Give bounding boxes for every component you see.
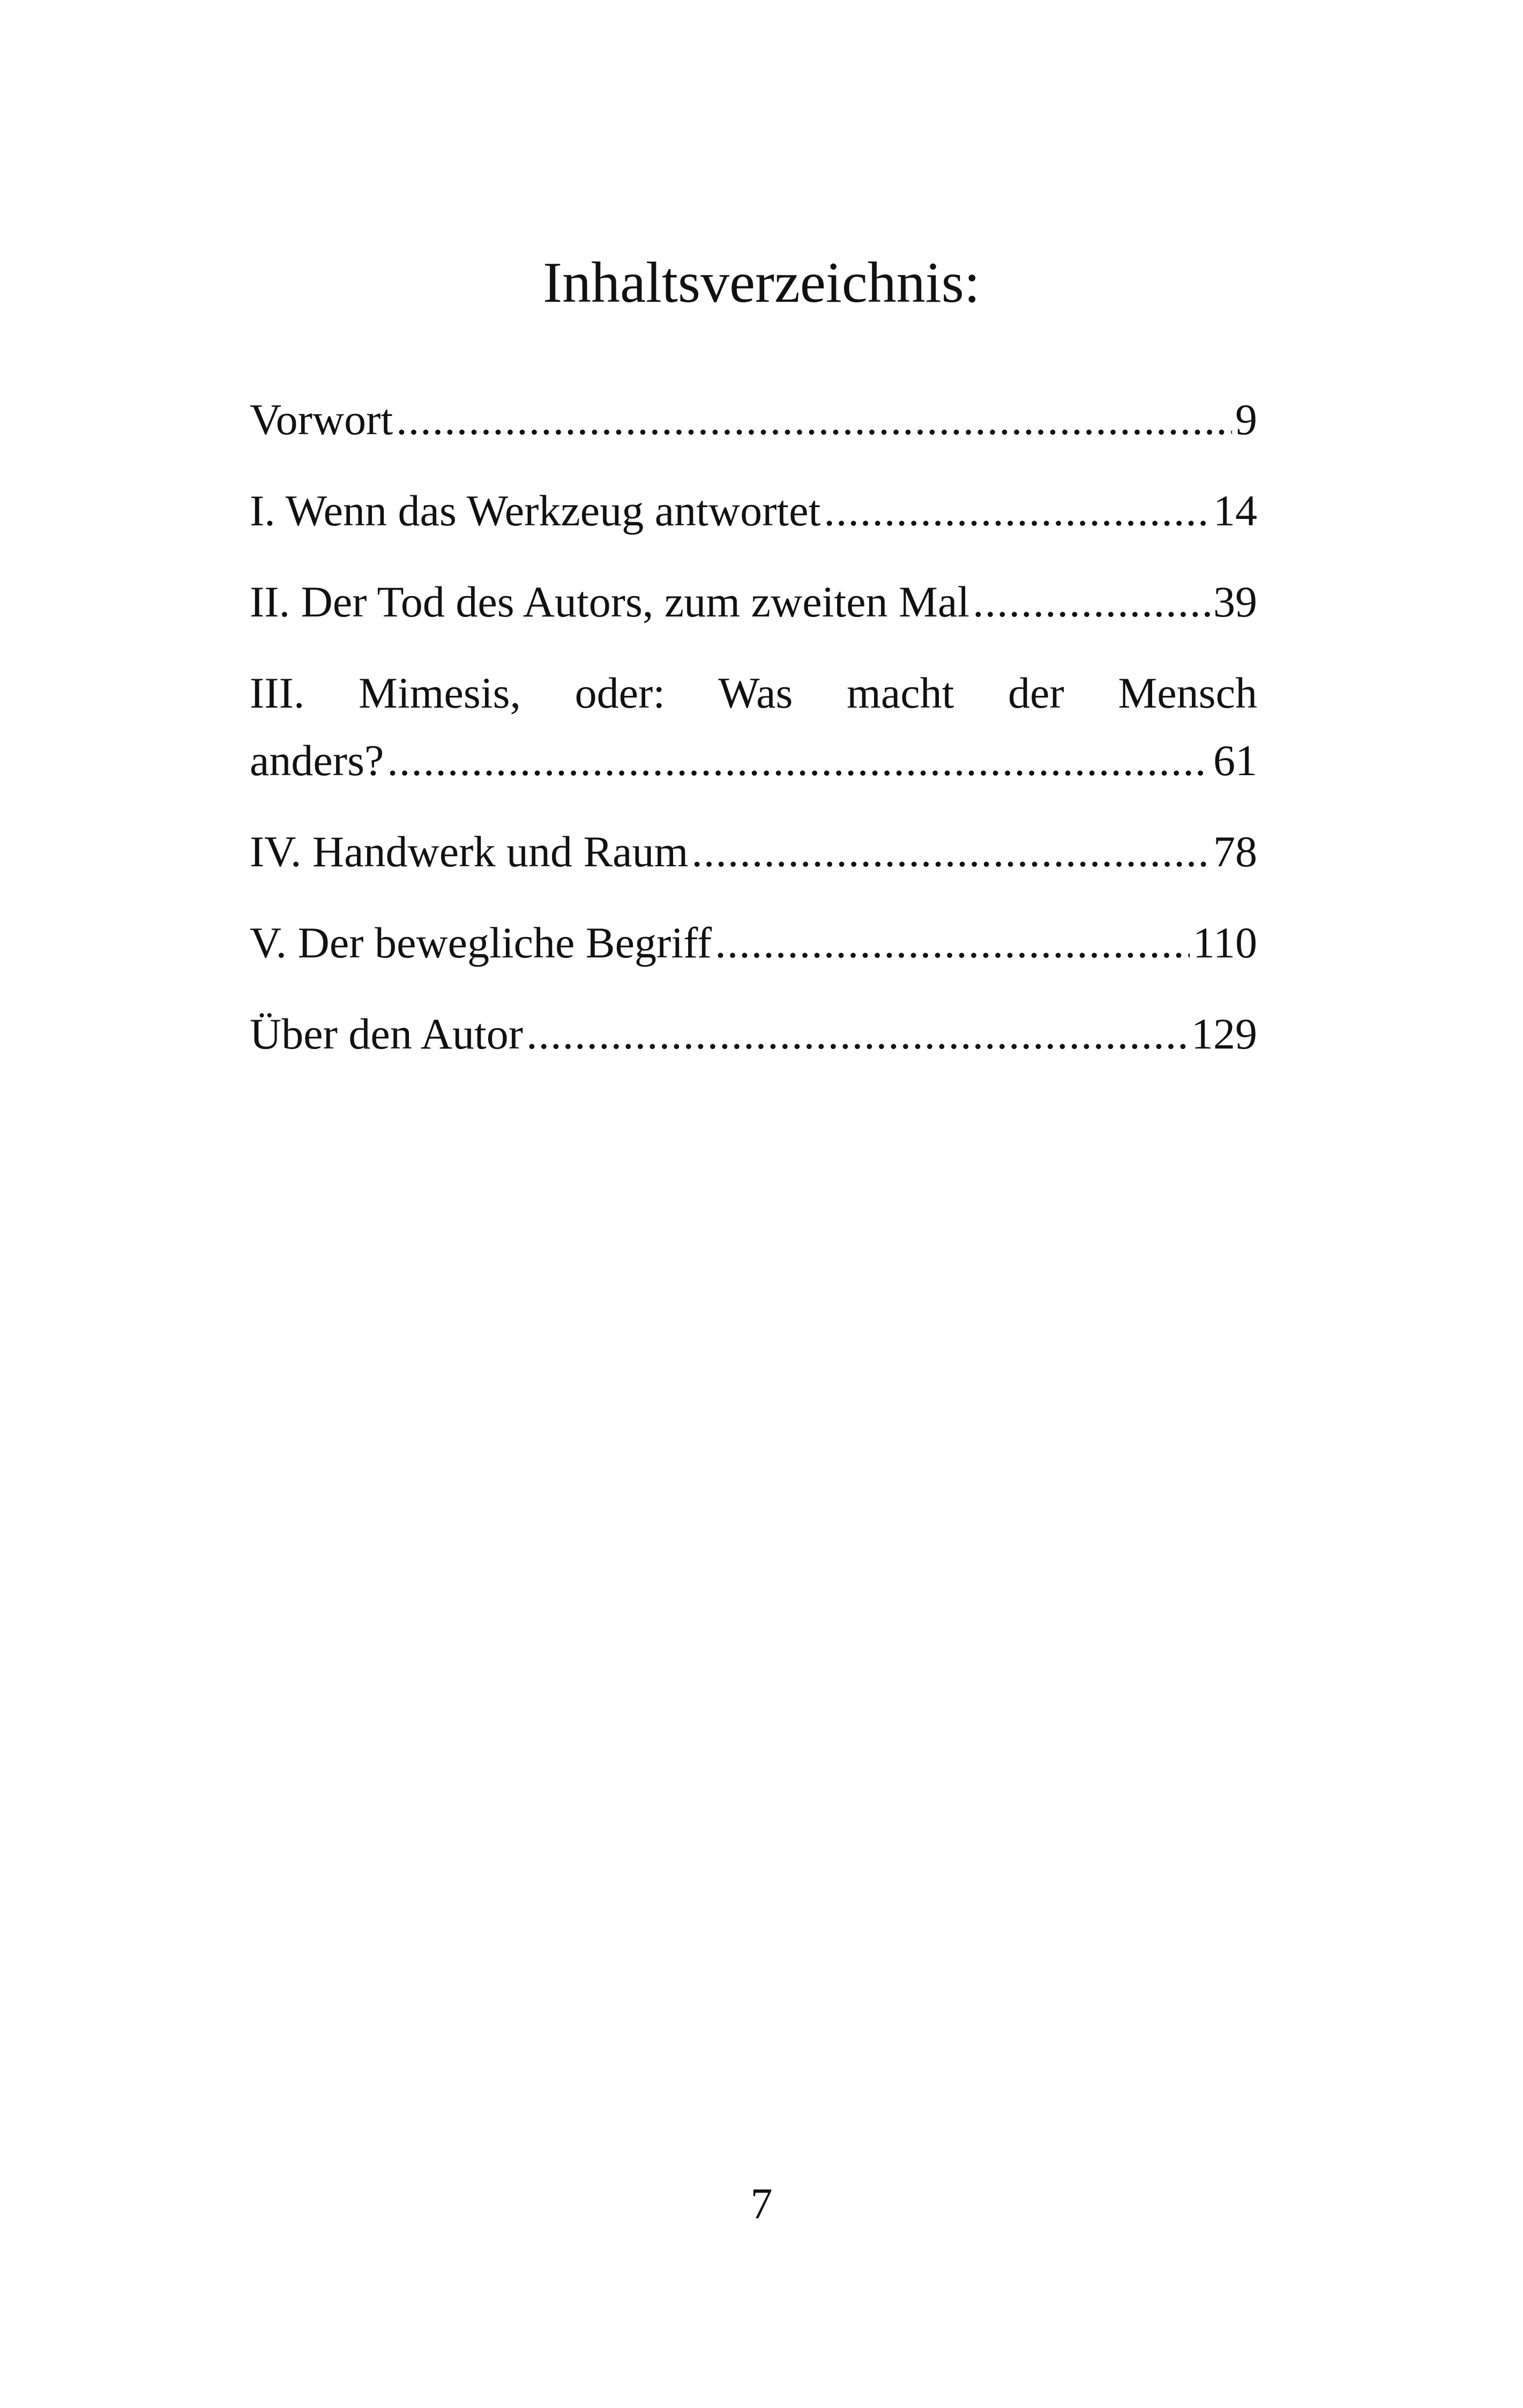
dot-leader	[973, 568, 1210, 636]
toc-entry-page: 39	[1213, 577, 1257, 626]
toc-entry-label-line-1: III. Mimesis, oder: Was macht der Mensch	[250, 668, 1257, 717]
toc-entry-chapter-3	[250, 659, 1257, 794]
toc-entry-chapter-1	[250, 477, 1257, 545]
toc-entry-page: 110	[1193, 918, 1257, 967]
toc-entry-about-author	[250, 1000, 1257, 1068]
toc-entry-page: 9	[1235, 395, 1257, 444]
toc-entry-chapter-2	[250, 568, 1257, 636]
toc-title: Inhaltsverzeichnis:	[543, 251, 980, 315]
toc-entry-page: 14	[1213, 486, 1257, 535]
dot-leader	[387, 727, 1210, 794]
toc-list	[250, 386, 1257, 1091]
toc-entry-label-line-2: anders?	[250, 736, 384, 785]
toc-entry-label: II. Der Tod des Autors, zum zweiten Mal	[250, 577, 970, 626]
toc-entry-label: Vorwort	[250, 395, 393, 444]
dot-leader	[526, 1000, 1188, 1068]
toc-entry-chapter-4	[250, 818, 1257, 886]
dot-leader	[824, 477, 1210, 545]
page-number: 7	[750, 2179, 773, 2228]
toc-entry-page: 61	[1213, 736, 1257, 785]
toc-entry-vorwort	[250, 386, 1257, 454]
toc-entry-page: 78	[1213, 827, 1257, 876]
dot-leader	[691, 818, 1210, 886]
toc-entry-label: V. Der bewegliche Begriff	[250, 918, 712, 967]
dot-leader	[396, 386, 1232, 454]
toc-entry-page: 129	[1191, 1009, 1257, 1058]
toc-entry-label: IV. Handwerk und Raum	[250, 827, 689, 876]
toc-entry-label: Über den Autor	[250, 1009, 524, 1058]
dot-leader	[715, 909, 1190, 977]
toc-entry-label: I. Wenn das Werkzeug antwortet	[250, 486, 821, 535]
toc-entry-chapter-5	[250, 909, 1257, 977]
